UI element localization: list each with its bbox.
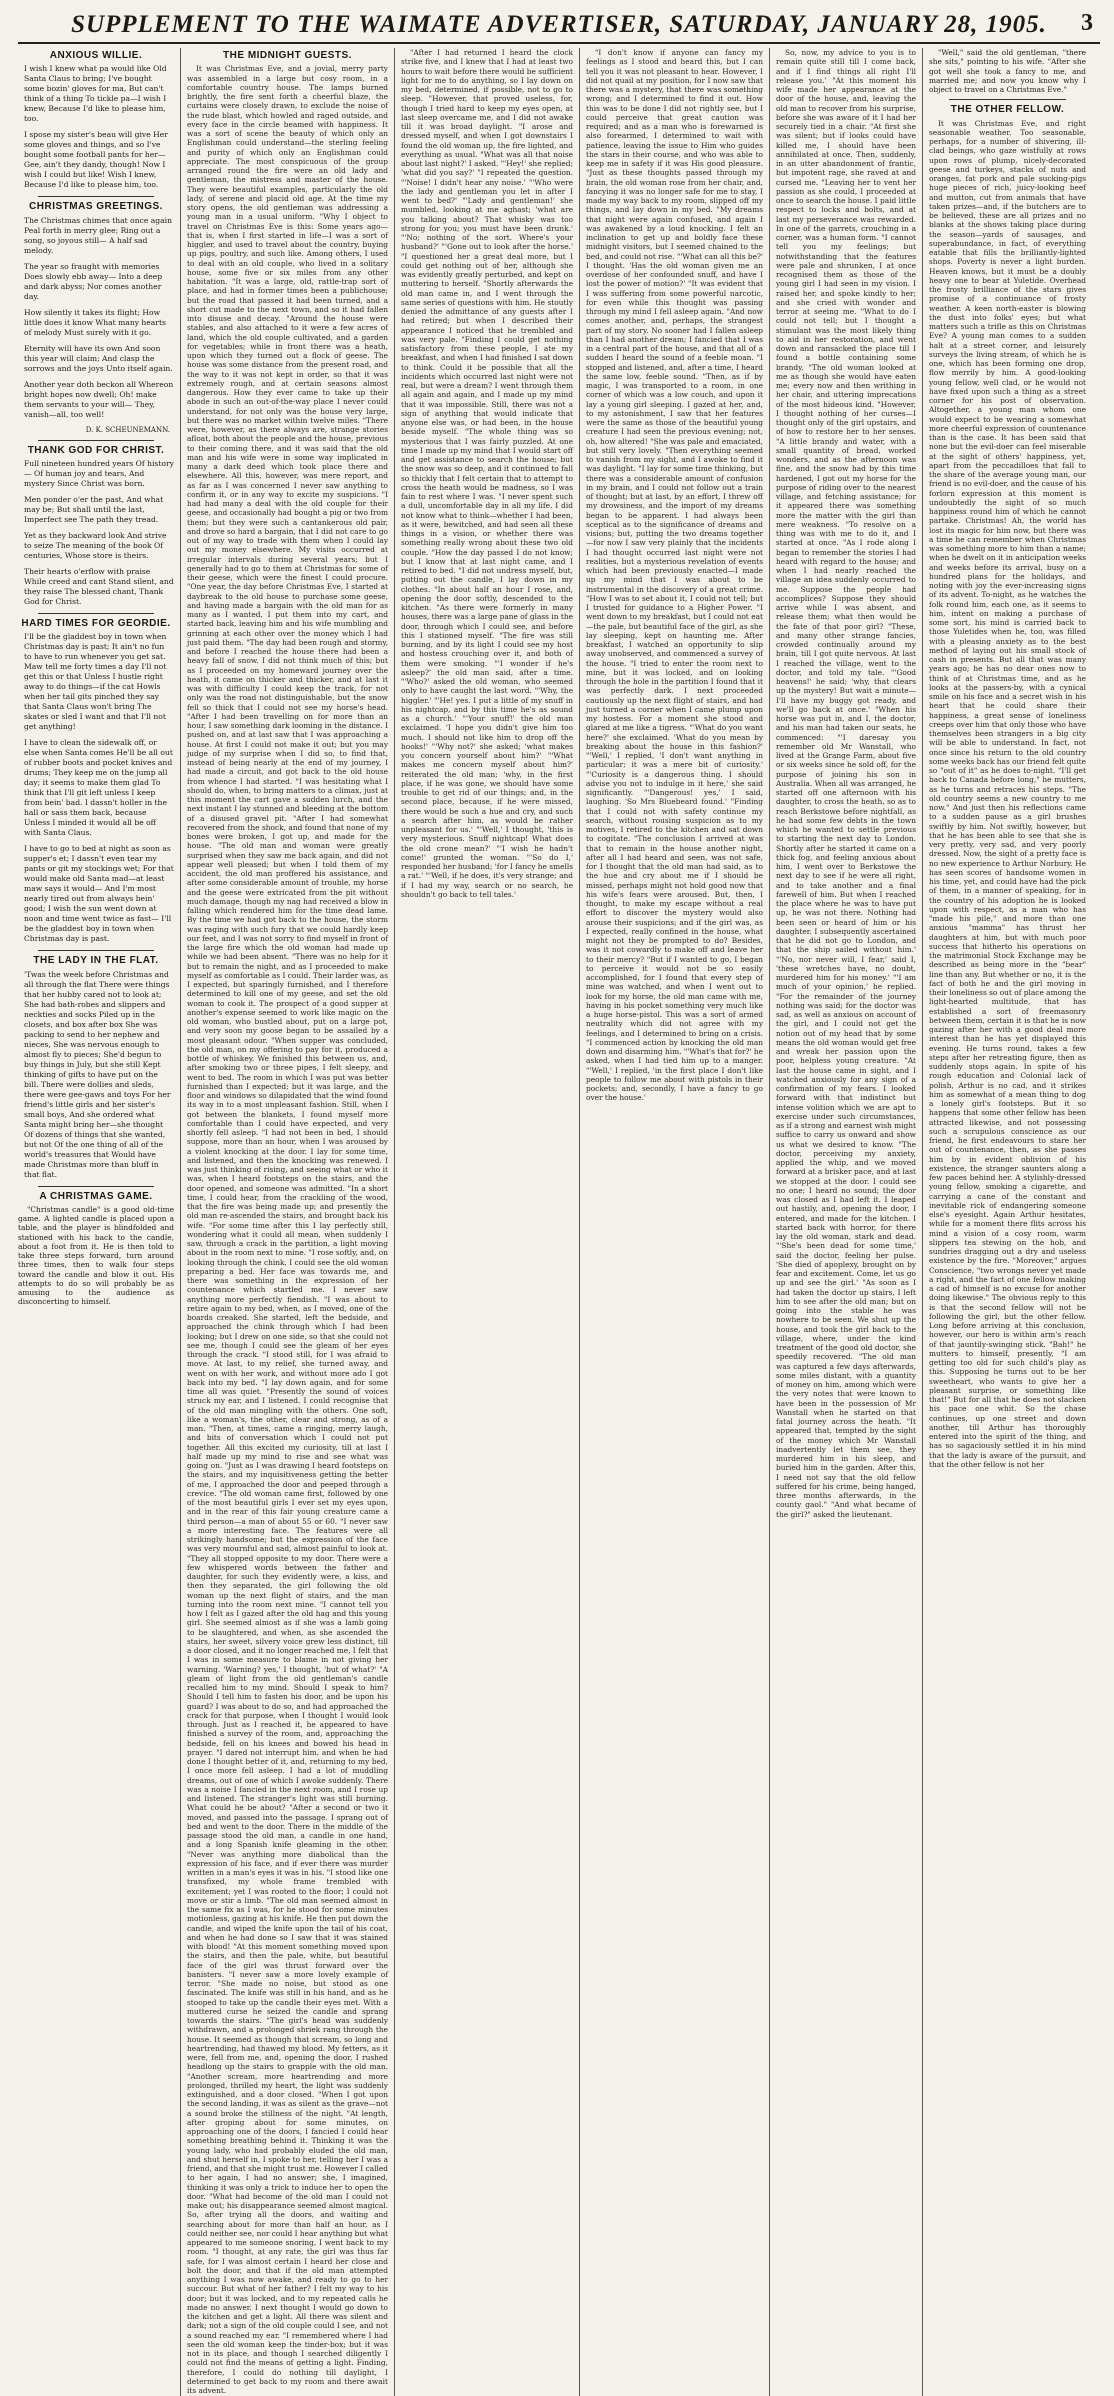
christmas-game-text: "Christmas candle" is a good old-time game. A lighted candle is placed upon a table, and the player is blindfolded and stationed with his back to the candle, about a foot from it. He is then told to take three steps forward, turn around three times, then to walk four steps toward the candle and blow it out. His attempts to do so will probably be as amusing to the audience as disconcerting to himself. <box>18 1204 174 1307</box>
poem-stanza: I wish I knew what pa would like Old Santa Claus to bring; I've bought some bozin' gloves for ma, But can't think of a thing To tickle pa—I wish I knew, Because I'd like to please him, too. <box>24 64 167 124</box>
other-fellow-heading: THE OTHER FELLOW. <box>950 104 1065 116</box>
masthead-title: SUPPLEMENT TO THE WAIMATE ADVERTISER, SATURDAY, JANUARY 28, 1905. <box>71 11 1047 38</box>
poem-stanza: Eternity will have its own And soon this year will claim; And clasp the sorrows and the joys Unto itself again. <box>24 343 173 373</box>
other-fellow-text: It was Christmas Eve, and right seasonable weather. Too seasonable, perhaps, for a number of shivering, ill-clad beings, who gaze wistfully at rows upon rows of plump, nicely-decorated geese and turkeys, stacks of nuts and oranges, fat pork and pale sucking-pigs huge pieces of rich, juicy-looking beef and mutton, cut from animals that have taken prizes—and, if the butchers are to be believed, these are all prizes and no blanks at the shows taking place during the season—yards of sausages, and superabundance, in fact, of everything eatable that fills the brilliantly-lighted shops. Poverty is never a light burden. Heaven knows, but it must be a doubly heavy one to bear at Yuletide. Overhead the frosty brilliance of the stars gives promise of a continuance of frosty weather. A keen north-easter is blowing the dust into folks' eyes; but what matters such a trifle as this on Christmas Eve? A young man comes to a sudden halt at a street corner, and leisurely surveys the living stream, of which he is one, which has been forming one drop, flow merrily by him. A good-looking young fellow, well clad, or he would not have fixed upon such a thing as a street corner for his post of observation. Altogether, a young man whom one would expect to be wearing a somewhat more cheerful expression of countenance than is the case. It has been said that none but the evil-doer can feel miserable at the sight of others' happiness, yet, apart from the peccadilloes that fall to the share of the average young man, our friend is no evil-doer, and the cause of his forlorn expression at this moment is undoubtedly the sight of so much happiness round him of which he cannot partake. Christmas! Ah, the world has lost its magic for him now, but there was a time he can remember when Christmas was something more to him than a name; when he dwelt on it in anticipation weeks and weeks before its arrival, busy on a hundred plans for the holidays, and noting with joy the ever-increasing signs of its advent. To-night, as he watches the folk round him, each one, as it seems to him, intent on making a purchase of some sort, his mind is carried back to those Yuletides when he, too, was filled with a pleasing anxiety as to the best method of laying out his small stock of cash in presents. But all that was many years ago; he has no dear ones now to think of at Christmas time, and as he looks at the passers-by, with a cynical smile on his face and a secret wish in his heart that he could share their happiness, a great sense of loneliness creeps over him that only those who have themselves been strangers in a big city will be able to understand. In fact, not once since his return to the old country some weeks back has our friend felt quite so "out of it" as he does to-night. "I'll get back to Canada before long," he mutters, as he turns and retraces his steps. "The old country seems a new country to me now." And just then his reflections came to a sudden pause as a girl brushes swiftly by him. Not swiftly, however, but that he has been able to see that she is very pretty, very sad, and very poorly dressed. Now, the sight of a pretty face is no new experience to Arthur Norbury. He has seen scores of handsome women in his time, yet, and could have had the pick of them, in a manner of speaking, for in the country of his adoption he is looked upon with respect, as a man who has "made his pile," and more than one anxious "mamma" has thrust her daughters at him, but with much poor success that hitherto his operations on the matrimonial Stock Exchange may be described as being more in the "bear" line than any. But whether or no, it is the fact of both he and the girl moving in their loneliness so out of place among the light-hearted multitude, that has established a sort of freemasonry between them, certain it is that he is now gazing after her with a good deal more interest than he has yet displayed this evening. He turns round, takes a few steps after her retreating figure, then as suddenly stops again. In spite of his rough education and Colonial lack of polish, Arthur is no cad, and it strikes him as somewhat of a mean thing to dog a lonely girl's footsteps. But it so happens that some other fellow has been attracted likewise, and not possessing such a scrupulous conscience as our friend, he first endeavours to stare her out of countenance, then, as she passes him by in evident oblivion of his existence, the stranger saunters along a few paces behind her. A stylishly-dressed young fellow, smoking a cigarette, and carrying a cane of the constant and inevitable rick of endangering someone else's eyesight. Again Arthur hesitates, while for a moment there flits across his mind a vision of a cosy room, warm slippers tea stewing on the hob, and sundries dragging out a dry and useless existence by the fire. "Moreover," argues Conscience, "two wrongs never yet made a right, and the fact of one fellow making a cad of himself is no excuse for another doing likewise." The obvious reply to this is that the second fellow will not be following the girl, but the other fellow. Long before arriving at this conclusion, however, our hero is within arm's reach of that jauntily-swinging stick. "Bah!" he mutters to himself, presently, "I am getting too old for such child's play as this. Supposing he turns out to be her sweetheart, who wants to give her a pleasant surprise, or something like that!" But for all that he does not slacken his pace one whit. So the chase continues, up one street and down another, till Arthur has thoroughly entered into the spirit of the thing, and has so sagaciously settled it in his mind that the lady is aware of the pursuit, and that the other fellow is not her <box>929 118 1087 1469</box>
midnight-guests-continued-2: "I don't know if anyone can fancy my feelings as I stood and heard this, but I can tell you it was not pleasant to hear. However, I did not quail at my position, for I now saw that there was a mystery, that there was something wrong; and I determined to find it out. How this was to be done I did not rightly see, but I could perceive that great caution was required; and as a man who is forewarned is also forearmed, I determined to wait with patience, leaving the issue to Him who guides the stars in their course, and who was able to keep me in safety if it was His good pleasure. "Just as these thoughts passed through my brain, the old woman rose from her chair, and, fancying it was no longer safe for me to stay, I made my way back to my room, slipped off my things, and lay down in my bed. "My dreams that night were again confused, and again I was awakened by a loud knocking. I felt an inclination to get up and boldly face these midnight visitors, but I seemed chained to the bed, and could not rise. "'What can all this be?' I thought. 'Has the old woman given me an overdose of her confounded snuff, and have I lost the power of motion?' "It was evident that I was suffering from some powerful narcotic, for even while this thought was passing through my mind I fell asleep again. "And now comes another, and, perhaps, the strangest part of my story. No sooner had I fallen asleep than I had another dream; I fancied that I was in a central part of the house, and that all of a sudden I heard the sound of a feeble moan. "I stopped and listened, and, after a time, I heard the same low, feeble sound. "Then, as if by magic, I was transported to a room, in one corner of which was a low couch, and upon it lay a young girl sleeping. I gazed at her, and, to my astonishment, I saw that her features were the same as those of the beautiful young creature I had seen the previous evening; not, oh, how altered! "She was pale and emaciated, but still very lovely. "Then everything seemed to vanish from my sight, and I awoke to find it was daylight. "I lay for some time thinking, but there was a considerable amount of confusion in my brain, and I could not follow out a train of thought; but at last, by an effort, I threw off my drowsiness, and the import of my dreams began to be apparent. I had always been sceptical as to the significance of dreams and visions; but, putting the two dreams together—for now I saw very plainly that the incidents I had thought occurred last night were not realities, but a mysterious revelation of events which had been previously enacted—I made up my mind that I was about to be instrumental in the discovery of a great crime. "How I was to set about it, I could not tell; but I trusted for guidance to a Higher Power. "I went down to my breakfast, but I could not eat—the pale, but beautiful face of the girl, as she lay sleeping, kept on haunting me. After breakfast, I watched an opportunity to slip away unobserved, and commenced a survey of the house. "I tried to enter the room next to mine, but it was locked, and on looking through the hole in the partition I found that it was perfectly dark. I next proceeded cautiously up the next flight of stairs, and had just turned a corner when I came plump upon my hostess. For a moment she stood and glared at me like a tigress. "'What do you want here?' she exclaimed. 'What do you mean by breaking about the house in this fashion?' "'Well,' I replied, 'I don't want anything in particular; it was a mere bit of curiosity.' "'Curiosity is a dangerous thing. I should advise you not to indulge in it here,' she said significantly. "'Dangerous! yes,' I said, laughing. 'So Mrs Bluebeard found.' "Finding that I could not with safety continue my search, without rousing suspicion as to my motives, I retired to the kitchen and sat down to cogitate. "The conclusion I arrived at was that to remain in the house another night, after all I had heard and seen, was not safe, for I thought that the old man had said, as to the hue and cry about me if I should be missed, perhaps might not hold good now that his wife's fears were aroused. But, then, I thought, to make my escape without a real effort to discover the mystery would also arouse their suspicions; and if the girl was, as I expected, really confined in the house, what might not they be prompted to do? Besides, was it not cowardly to make off and leave her to their mercy? "But if I wanted to go, I began to perceive it would not be so easily accomplished, for I found that every step of mine was watched, and when I went out to look for my horse, the old man came with me, having in his pocket something very much like a huge horse-pistol. This was a sort of armed neutrality which did not agree with my feelings, and I determined to bring on a crisis. "I commenced action by knocking the old man down and disarming him. "'What's that for?' he asked, when I had tied him up to a manger. "'Well,' I replied, 'in the first place I don't like people to follow me about with pistols in their pockets; and, secondly, I have a fancy to go over the house.' <box>586 48 764 1103</box>
divider <box>38 1186 154 1187</box>
poem-signature: D. K. SCHEUNEMANN. <box>85 425 170 434</box>
thank-god-poem <box>18 459 174 607</box>
midnight-guests-continued-3: So, now, my advice to you is to remain quite still till I come back, and if I find things all right I'll release you.' "At this moment his wife made her appearance at the door of the house, and, leaving the old man to recover from his surprise, before she was aware of it I had her securely tied in a chair. "At first she was silent; but if looks could have killed me, I should have been annihilated at once. Then, suddenly, in an utter abandonment of frantic, but impotent rage, she raved at and cursed me. "Leaving her to vent her passion as she could, I proceeded at once to search the house. I paid little respect to locks and bolts, and at last my perseverance was rewarded. In one of the garrets, crouching in a corner, was a human form. "I cannot tell you my feelings; but notwithstanding that the features were pale and shrunken, I at once recognised them as those of the young girl I had seen in my vision. I raised her, and spoke kindly to her; and she cried with wonder and terror at seeing me. "What to do I could not tell; but I thought a stimulant was the most likely thing to aid in her restoration, and went down and ransacked the place till I found a bottle containing some brandy. "The old woman looked at me as though she would have eaten me; every now and then writhing in her chair, and uttering imprecations of the most hideous kind. "However, I thought nothing of her curses—I thought only of the girl upstairs, and of how to restore her to her senses. "A little brandy and water, with a small quantity of bread, worked wonders, and as the afternoon was fine, and the snow had by this time hardened, I got out my horse for the purpose of riding over to the nearest village, and fetching assistance; for it appeared there was something more the matter with the girl than mere weakness. "To resolve on a thing was with me to do it, and I started at once. "As I rode along I began to remember the stories I had heard with regard to the house; and when I had nearly reached the village an idea suddenly occurred to me. Suppose the people had accomplices? Suppose they should arrive while I was absent, and release them; what then would be the fate of that poor girl? "These, and many other strange fancies, crowded continually around my brain, till I got quite nervous. At last I reached the village, went to the doctor, and told my tale. "'Good heavens!' he said; 'why, that clears up the mystery! But wait a minute—I'll have my buggy got ready, and we'll go back at once.' "When his horse was put in, and I, the doctor, and his man had taken our seats, he commenced: "'I daresay you remember old Mr Wanstall, who lived at the Grange Farm, about five or six weeks since he sold off, for the purpose of joining his son in Australia. When all was arranged, he started off one afternoon with his daughter, to cross the heath, so as to reach Berkstowe before nightfall, as he had some few debts in the town which he wanted to settle previous to starting the next day to London. Shortly after he started it came on a thick fog, and feeling anxious about him, I went over to Berkstowe the next day to see if he were all right, and to take another and a final farewell of him. But when I reached the place where he was to have put up, he was not there. Nothing had been seen or heard of him or his daughter. I subsequently ascertained that he did not go to London, and that the ship sailed without him.' "'No, nor never will, I fear,' said I, 'these wretches have, no doubt, murdered him for his money.' "'I am much of your opinion,' he replied. "For the remainder of the journey nothing was said; for the doctor was sad, as well as anxious on account of the girl, and I could not get the notion out of my head that by some means the old woman would get free and wreak her passion upon the poor, helpless young creature. "At last the house came in sight, and I watched anxiously for any sign of a confirmation of my fears. I looked forward with that indistinct but intense volition which we are apt to exercise under such circumstances, as if a strong and earnest wish might suffice to carry us onward and show us what we desired to know. "The doctor, perceiving my anxiety, applied the whip, and we moved forward at a brisker pace, and at last we stopped at the door. I could see no one; I heard no sound; the door was closed as I had left it. I leaped out hastily, and, opening the door, I entered, and made for the kitchen. I started back with horror, for there lay the old woman, stark and dead. "'She's been dead for some time,' said the doctor, feeling her pulse. 'She died of apoplexy, brought on by fear and excitement. Come, let us go up and see the girl.' "As soon as I had taken the doctor up stairs, I left him to see after the old man; but on going into the stable he was nowhere to be seen. We shut up the house, and took the girl back to the village, where, under the kind treatment of the good old doctor, she speedily recovered. "The old man was captured a few days afterwards, some miles distant, with a quantity of money on him, among which were the very notes that were known to have been in the possession of Mr Wanstall when he started on that fatal journey across the heath. "It appeared that, tempted by the sight of the money which Mr Wanstall inadvertently let them see, they murdered him in his sleep, and buried him in the garden. After this, I need not say that the old fellow suffered for his crime, being hanged, three months afterwards, in the county gaol." "And what became of the girl?" asked the lieutenant. <box>776 48 916 1519</box>
anxious-willie-heading: ANXIOUS WILLIE. <box>49 50 143 61</box>
midnight-guests-heading: THE MIDNIGHT GUESTS. <box>223 50 352 61</box>
hard-times-heading: HARD TIMES FOR GEORDIE. <box>21 618 171 629</box>
divider <box>949 99 1066 100</box>
christmas-game-heading: A CHRISTMAS GAME. <box>39 1190 153 1202</box>
poem-stanza: Their hearts o'erflow with praise While creed and cant Stand silent, and they raise The blessed chant, Thank God for Christ. <box>24 567 174 606</box>
midnight-guests-text: It was Christmas Eve, and a jovial, merry party was assembled in a large but cosy room, in a comfortable country house. The lamps burned brightly, the fire sent forth a cheerful blaze, the curtains were closely drawn, to exclude the noise of the rude blast, which howled and raged outside, and every face in the circle beamed with happiness. It was a sort of scene the beauty of which only an Englishman could understand—the sterling feeling and purity of which only an Englishman could appreciate. The most conspicuous of the group arranged round the fire were an old lady and gentleman, the mistress and master of the house. They were beautiful examples, particularly the old lady, of serene and placid old age. At the time my story opens, the old gentleman was addressing a young man in a usual uniform. "Why I object to travel on Christmas Eve is this: Some years ago—that is, when I first started in life—I was a sort of higgler, and used to travel about the country, buying up pigs, poultry, and such like. Among others, I used to deal with an old couple, who lived in a solitary house, some five or six miles from any other habitation. "It was a large, old, rattle-trap sort of place, and had in former times been a publichouse; but the road that passed it had been turned, and a short cut made to the next town, and so it had fallen into disuse and decay. "Around the house were stables, and also attached to it were a few acres of land, which the old couple cultivated, and a garden for vegetables; while in front there was a heath, upon which they turned out a flock of geese. The house was some distance from the present road, and the way to it was not kept in order, so that it was extremely rough, and at certain seasons almost dangerous. How they ever came to take up their abode in such an out-of-the-way place I never could understand, for not only was the house very large, but there was no market within twelve miles. "There were, however, as there always are, strange stories afloat, both about the people and the house, previous to their coming there, and it was said that the old man and his wife were in some way implicated in many a dark deed which took place there and elsewhere. All this, however, was mere report, and as far as I was concerned I never saw anything to confirm it, or in any way to excite my suspicions. "I had had many a deal with the old couple for their geese, and occasionally had bought a pig or two from them; but they were such a cantankerous old pair, and drove so hard a bargain, that I did not care to go out of my way to trade with them when I could lay out my money elsewhere. My visits occurred at irregular intervals during several years; but I generally had to go to them at Christmas for some of their geese, which were the finest I could procure. "One year, the day before Christmas Eve, I started at daybreak to the old house to purchase some geese, and having made a bargain with the old man for as many as I wanted, I put them into my cart, and started back, leaving him and his wife mumbling and grinning at each other over the money which I had just paid them. "The day had been rough and stormy, and before I reached the house there had been a heavy fall of snow. I did not think much of this; but as I proceeded on my homeward journey over the heath, it came on thicker and thicker, and at last it was with difficulty I could keep the track, for not only was the road not distinguishable, but the snow fell so thick that I could not see my horse's head. "After I had been travelling on for more than an hour, I saw something dark looming in the distance. I pushed on, and at last saw that I was approaching a house. At first I could not make it out; but you may judge of my surprise when I did so, to find that, instead of being nearly at the end of my journey, I had made a circuit, and got back to the old house from whence I had started. "I was hesitating what I should do, when, to bring matters to a climax, just at this moment the cart gave a sudden lurch, and the next instant I lay stunned and bleeding at the bottom of a disused gravel pit. "After I had somewhat recovered from the shock, and found that none of my bones were broken, I got up, and made for the house. "The old man and woman were greatly surprised when they saw me back again, and did not appear well pleased; but when I told them of my accident, the old man proffered his assistance, and after some considerable amount of trouble, my horse and the geese were extricated from the pit without much damage, though my nag had received a blow in falling which rendered him for the time dead lame. By the time we had got back to the house, the storm was raging with such fury that we could hardly keep our feet, and I was not sorry to find myself in front of the large fire which the old woman had made up while we had been absent. "There was no help for it but to remain the night, and as I proceeded to make myself as comfortable as I could. Their larder was, as I expected, but sparingly furnished, and I therefore determined to kill one of my geese, and set the old woman to cook it. The prospect of a good supper at another's expense seemed to work like magic on the old woman, who bustled about, put on a large pot, and very soon my goose began to be assailed by a most pleasant odour. "When supper was concluded, the old man, on my offering to pay for it, produced a bottle of whiskey. We finished this between us, and, after smoking two or three pipes, I felt sleepy, and went to bed. The room in which I was put was better furnished than I expected; but it was large, and the floor and windows so dilapidated that the wind found its way in to a most unpleasant fashion. Still, when I got between the blankets, I found myself more comfortable than I could have expected, and very shortly fell asleep. "I had not been in bed, I should suppose, more than an hour, when I was aroused by a violent knocking at the door. I lay for some time, and listened, and then the knocking was renewed. I was just thinking of rising, and seeing what or who it was, when I heard footsteps on the stairs, and the door opened, and someone was admitted. "In a short time, I could hear, from the crackling of the wood, that the fire was being made up; and presently the old man re-ascended the stairs, and brought back his wife. "For some time after this I lay perfectly still, wondering what it could all mean, when suddenly I saw, through a crack in the partition, a light moving about in the room next to mine. "I rose softly, and, on looking through the chink, I could see the old woman preparing a bed. Her face was towards me, and there was something in the expression of her countenance which startled me. I never saw anything more perfectly fiendish. "I was about to retire again to my bed, when, as I moved, one of the boards creaked. She started, left the bedside, and approached the chink through which I had been looking; but I drew on one side, so that she could not see me, though I could see the gleam of her eyes through the crack. "I stood still, for I was afraid to move. At last, to my relief, she turned away, and went on with her work, and without more ado I got back into my bed. "I lay down again, and for some time all was quiet. "Presently the sound of voices struck my ear, and I listened. I could recognise that of the old man mingling with the others. One soft, like a woman's, the other, clear and strong, as of a man. "Then, at times, came a ringing, merry laugh, and bits of conversation which I could not put together. All this excited my curiosity, till at last I half made up my mind to rise and see what was going on. "Just as I was drawing I heard footsteps on the stairs, and my inquisitiveness getting the better of me, I approached the door and peeped through a crevice. "The old woman came first, followed by one of the most beautiful girls I ever set my eyes upon, and in the rear of this fair young creature came a third person—a man of about 55 or 60. "I never saw a more interesting face. The features were all strikingly handsome; but the expression of the face was very mournful and sad, almost painful to look at. "They all stopped opposite to my door. There were a few whispered words between the father and daughter, for such they evidently were, a kiss, and then they separated, the girl following the old woman up the next flight of stairs, and the man turning into the room next mine. "I cannot tell you how I felt as I gazed after the old hag and this young girl. She seemed almost as if she was a lamb going to be slaughtered, and when, as she ascended the stairs, her sweet, silvery voice grew less distinct, till a door closed, and it no longer reached me, I felt that I was in some measure to blame in not giving her warning. 'Warning? yes,' I thought, 'but of what?' "A gleam of light from the old gentleman's candle recalled him to my mind. Should I speak to him? Should I tell him to fasten his door, and be upon his guard? I was about to do so, and had approached the crack for that purpose, when I thought I would look through. Just as I reached it, he appeared to have finished a survey of the room, and, approaching the bedside, fell on his knees and bowed his head in prayer. "I dared not interrupt him, and when he had done I thought better of it, and, returning to my bed, I once more fell asleep. I had a lot of muddling dreams, out of one of which I awoke suddenly. There was a noise I fancied in the next room, and I rose up and listened. The stranger's light was still burning. What could he be about? "After a second or two it moved, and passed into the passage. I sprang out of bed and went to the door. There in the middle of the passage stood the old man, a candle in one hand, and a long Spanish knife gleaming in the other. "Never was anything more diabolical than the expression of his face, and if ever there was murder written in a man's eyes it was in his. "I stood like one transfixed, my whole frame trembled with excitement; yet I was rooted to the floor; I could not move or stir a limb. "The old man seemed almost in the same fix as I was, for he stood for some minutes motionless, gazing at his knife. He then put down the candle, and wiped the knife upon the tail of his coat, and when he had done so I saw that it was stained with blood! "At this moment something moved upon the stairs, and then the pale, white, but beautiful face of the girl was thrust forward over the banisters. "I never saw a more lovely example of terror. "She made no noise, but stood as one fascinated. The knife was still in his hand, and as he stooped to take up the candle their eyes met. With a muttered curse he seized the candle and sprang towards the stairs. "The girl's head was suddenly withdrawn, and a prolonged shriek rang through the house. It seemed as though that scream, so long and heartrending, had thawed my blood. My fetters, as it were, fell from me, and, opening the door, I rushed headlong up the stairs to grapple with the old man. "Another scream, more heartrending and more prolonged, thrilled my heart, the light was suddenly extinguished, and a door closed. "When I got upon the second landing, it was as silent as the grave—not a sound broke the stillness of the night. "At length, after groping about for some minutes, on approaching one of the doors, I fancied I could hear something breathing behind it. Thinking it was the young lady, who had probably eluded the old man, and shut herself in, I spoke to her, telling her I was a friend, and that she might trust me. However I called to her again, I had no answer; she, I imagined, thinking it was only a trick to induce her to open the door. "What had become of the old man I could not make out; his disappearance seemed almost magical. So, after trying all the doors, and waiting and searching about for more than half an hour, as I could neither see, nor could I hear anything but what appeared to me someone snoring, I went back to my room. "I thought, at any rate, the girl was thus far safe, for I was almost certain I heard her close and bolt the door, and that if the old man attempted anything I was now awake, and ready to go to her succour. But what of her father? I felt my way to his door; but it was locked, and to my repeated calls he made no answer. I next thought I would go down to the kitchen and get a light. All there was silent and dark; not a sign of the old couple could I see, and not a sound reached my ear. "I remembered where I had seen the old woman keep the tinder-box; but it was not in its place, and though I searched diligently I could not find the means of getting a light. Finding, therefore, I could do nothing till daylight, I determined to get back to my room and there await its advent. <box>187 64 388 2395</box>
divider <box>38 196 154 197</box>
divider <box>38 440 154 441</box>
page-number: 3 <box>1081 10 1094 36</box>
poem-stanza: I'll be the gladdest boy in town when Christmas day is past; It ain't no fun to have to run whenever you get sat. Maw tell me forty times a day I'll not get this or that Unless I hustle right away to do things—if the cat Howls when her tail gits pinched they say that Santa Claus won't bring The skates or sled I want and that I'll not get anything! <box>24 632 167 732</box>
poem-stanza: The Christmas chimes that once again Peal forth in merry glee; Ring out a song, so joyous still— A half sad melody. <box>24 215 172 255</box>
midnight-guests-ending: "Well," said the old gentleman, "there she sits," pointing to his wife. "After she got well she took a fancy to me, and married me; and now you know why I object to travel on a Christmas Eve." <box>929 48 1086 94</box>
column-2 <box>180 48 394 2396</box>
poem-stanza: I have to clean the sidewalk off, or else when Santa comes He'll be all out of rubber boots and pocket knives and drums; They keep me on the jump all day; it seems to make them glad To think that I'll git left unless I keep from bein' bad. I dassn't holler in the hall or sass them back, because Unless I minded it would all be off with Santa Claus. <box>24 738 173 838</box>
column-3 <box>394 48 579 2396</box>
column-4 <box>579 48 769 2396</box>
column-6 <box>922 48 1092 2396</box>
poem-stanza: Another year doth beckon all Whereon bright hopes now dwell; Oh! make them servants to your will— They, vanish—all, too well! <box>24 379 174 419</box>
lady-flat-poem <box>18 970 174 1180</box>
column-5 <box>769 48 922 2396</box>
hard-times-poem <box>18 632 174 944</box>
poem-stanza: I have to go to bed at night as soon as supper's et; I dassn't even tear my pants or git my stockings wet; For that would make old Santa mad—at least maw says it would— And I'm most nearly tired out from always bein' good; I wish the sun went down at noon and time went twice as fast— I'll be the gladdest boy in town when Christmas day is past. <box>24 844 174 944</box>
poem-stanza: How silently it takes its flight; How little does it know What many hearts of melody Must surely with it go. <box>24 307 166 337</box>
poem-stanza: Yet as they backward look And strive to seize The meaning of the book Of centuries, Whose store is theirs. <box>24 531 167 560</box>
poem-stanza: Full nineteen hundred years Of history— Of human joy and tears, And mystery Since Christ was born. <box>24 459 174 488</box>
masthead <box>18 8 1100 44</box>
divider <box>38 950 154 951</box>
column-1 <box>18 48 180 2396</box>
lady-flat-heading: THE LADY IN THE FLAT. <box>33 955 159 967</box>
poem-stanza: 'Twas the week before Christmas and all through the flat There were things that her hubby cared not to look at; She had bath-robes and slippers and neckties and socks Piled up in the closets, and box after box She was packing to send to her nephew and nieces, She was nervous enough to almost fly to pieces; She'd begun to buy things in July, but she still Kept thinking of gifts to have put on the bill. There were dollies and sleds, there were gee-gaws and toys For her friend's little girls and her sister's small boys, And she ordered what Santa might bring her—she thought Of dozens of things that she wanted, but not Of the one thing of all of the world's treasures that Would have made Christmas more than bluff in that flat. <box>24 969 171 1179</box>
poem-stanza: I spose my sister's beau will give Her some gloves and things, and so I've bought some football pants for her— Gee, ain't they dandy, though! Now I wish I could but like! Wish I knew, Because I'd like to please him, too. <box>24 130 168 190</box>
poem-stanza: Men ponder o'er the past, And what may be; But shall until the last, Imperfect see The path they tread. <box>24 495 164 524</box>
columns <box>18 48 1100 2395</box>
thank-god-heading: THANK GOD FOR CHRIST. <box>27 444 165 456</box>
divider <box>38 613 154 614</box>
poem-stanza: The year so fraught with memories Does slowly ebb away— Into a deep and dark abyss; Nor comes another day. <box>24 261 163 301</box>
christmas-greetings-poem <box>18 216 174 420</box>
christmas-greetings-heading: CHRISTMAS GREETINGS. <box>29 201 163 213</box>
midnight-guests-continued: "After I had returned I heard the clock strike five, and I knew that I had at least two hours to wait before there would be sufficient light for me to do anything, so I lay down on my bed, determined, if possible, not to go to sleep. "However, that proved useless, for, though I tried hard to keep my eyes open, at last sleep overcame me, and I did not awake till it was broad daylight. "I arose and dressed myself, and when I got downstairs I found the old woman up, the fire lighted, and everything as usual. "What was all that noise about last night?' I asked. "'Hey!' she replied; 'what did you say?' "I repeated the question. "'Noise! I didn't hear any noise.' "'Who were the lady and gentleman you let in after I went to bed?' "'Lady and gentleman!' she mumbled, looking at me aghast; 'what are you talking about? That whisky was too strong for you; you must have been drunk.' "'No; nothing of the sort. Where's your husband?' "'Gone out to look after the horse.' "I questioned her a great deal more, but I could get nothing out of her, although she was evidently greatly perturbed, and kept on muttering to herself. "Shortly afterwards the old man came in, and I went through the same series of questions with him. He stoutly denied the admittance of any guests after I had retired; but when I described their appearance I noticed that he trembled and was very pale. "Finding I could get nothing satisfactory from these people, I ate my breakfast, and when I had finished I sat down to think. Could it be possible that all the incidents which occurred last night were not real, but were a dream? I went through them all again and again, and I made up my mind that it was impossible. Still, there was not a sign of anything that would indicate that anyone else was, or had been, in the house beside myself. "The whole thing was so mysterious that I was fairly puzzled. At one time I made up my mind that I would start off and get assistance to search the house; but the snow was so deep, and it continued to fall so thickly that I felt certain that to attempt to cross the heath would be madness, so I was fain to rest where I was. "I never spent such a dull, uncomfortable day in all my life. I did not know what to think—whether I had been, as it were, bewitched, and had seen all these things in a vision, or whether there was something really wrong about these two old couple. "How the day passed I do not know; but I know that at last night came, and I retired to bed. "I did not undress myself, but, putting out the candle, I lay down in my clothes. "In about half an hour I rose, and, opening the door softly, descended to the kitchen. "As there were formerly in many houses, there was a large pane of glass in the door, through which I could see, and before this I stationed myself. "The fire was still burning, and by its light I could see my host and hostess crouching over it, and both of them were smoking. "'I wonder if he's asleep?' the old man said, after a time. "'Who?' asked the old woman, who seemed only to have caught the last word. "'Why, the higgler.' "'He! yes. I put a little of my snuff in his nightcap, and by this time he's as sound as a church.' "'Your snuff!' the old man exclaimed. 'I hope you didn't give him too much. I should not like him to drop off the hooks!' "'Why not?' she asked; 'what makes you concern yourself about him?' "'What makes me concern myself about him?' reiterated the old man; 'why, in the first place, if he was gone, we should have some trouble to get rid of our things; and, in the second place, because, if he were missed, there would be such a hue and cry, and such a search after him, as would be rather unpleasant for us.' "'Well,' I thought, 'this is very mysterious. Snuff nightcap! What does the old crone mean?' "'I wish he hadn't come!' grunted the woman. "'So do I,' responded her husband; 'for I fancy he smells a rat.' "'Well, if he does, it's very strange; and if I had my way, search or no search, he shouldn't go back to tell tales.' <box>401 48 573 899</box>
anxious-willie-poem <box>18 64 174 190</box>
